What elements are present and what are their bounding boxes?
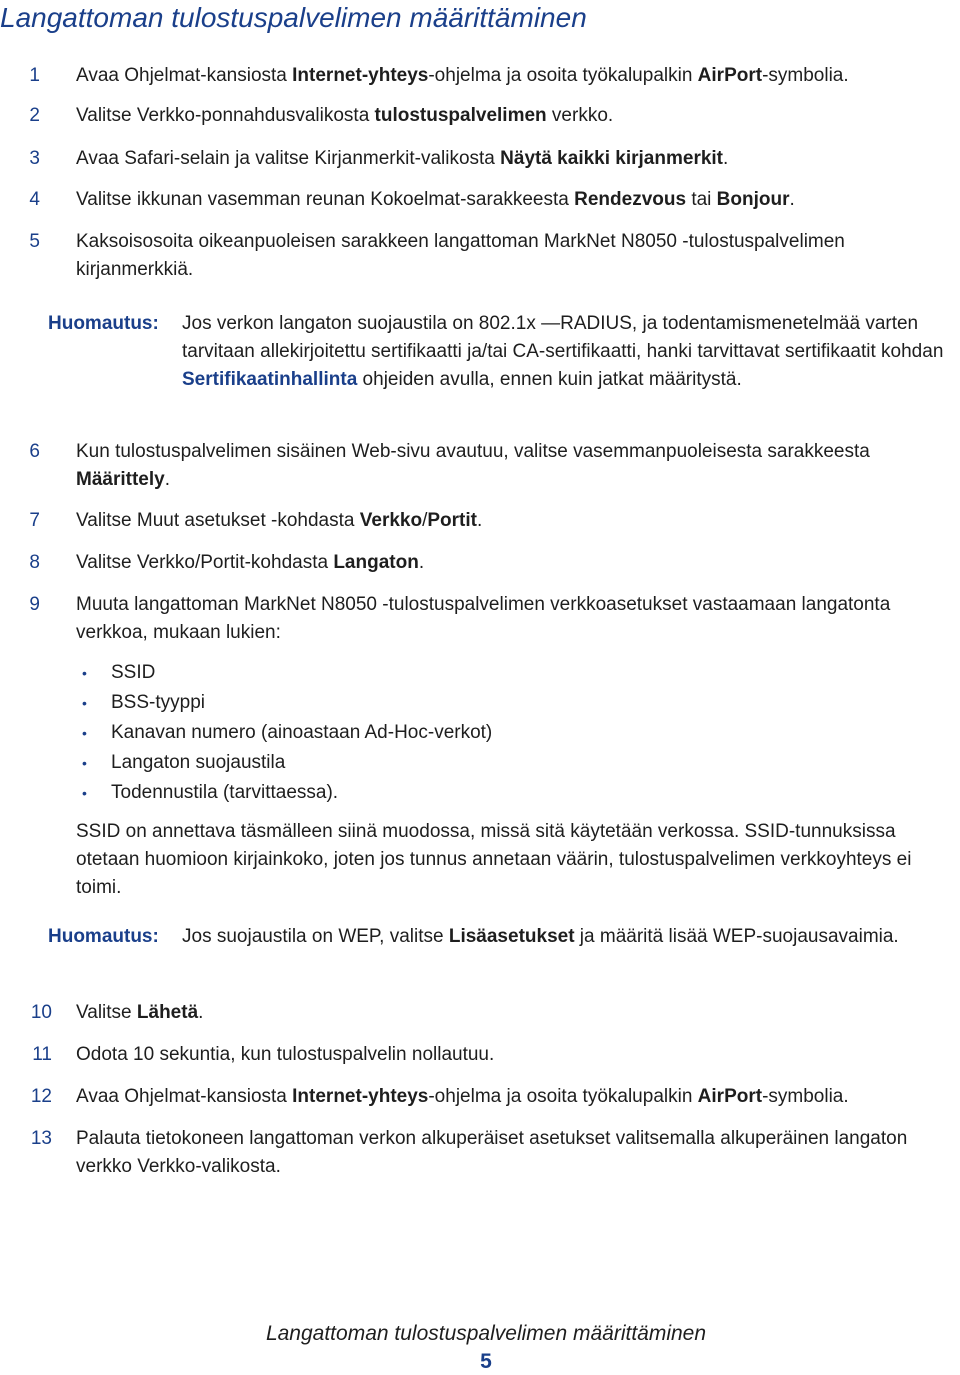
step-11 xyxy=(0,1041,960,1069)
step-10 xyxy=(0,999,960,1027)
list-item: • Todennustila (tarvittaessa). xyxy=(76,778,936,808)
ssid-paragraph: SSID on annettava täsmälleen siinä muodossa, missä sitä käytetään verkossa. SSID-tunnuksissa otetaan huomioon kirjainkoko, joten jos tunnus annetaan väärin, tulostuspalvelimen verkkoyhteys ei toimi. xyxy=(76,821,912,898)
note-label: Huomautus: xyxy=(48,313,159,334)
step-text: Valitse Muut asetukset -kohdasta Verkko/Portit. xyxy=(76,510,483,531)
bullet-icon: • xyxy=(82,665,87,681)
step-text: Valitse Lähetä. xyxy=(76,1002,204,1023)
step-text: Valitse Verkko/Portit-kohdasta Langaton. xyxy=(76,552,425,573)
step-text: Odota 10 sekuntia, kun tulostuspalvelin nollautuu. xyxy=(76,1044,495,1065)
step-6 xyxy=(0,438,960,494)
step-13 xyxy=(0,1125,960,1181)
step-2 xyxy=(0,102,960,130)
step-number: 10 xyxy=(30,1002,52,1023)
step-1 xyxy=(0,62,960,90)
step-3 xyxy=(0,145,960,173)
step-text: Valitse Verkko-ponnahdusvalikosta tulostuspalvelimen verkko. xyxy=(76,105,614,126)
footer-title: Langattoman tulostuspalvelimen määrittäminen xyxy=(265,1322,707,1345)
note-label: Huomautus: xyxy=(48,926,159,947)
bullet-icon: • xyxy=(82,785,87,801)
step-text: Muuta langattoman MarkNet N8050 -tulostuspalvelimen verkkoasetukset vastaamaan langatonta verkkoa, mukaan lukien: xyxy=(76,594,891,643)
step-text: Kun tulostuspalvelimen sisäinen Web-sivu avautuu, valitse vasemmanpuoleisesta sarakkeesta Määrittely. xyxy=(76,441,870,490)
bullet-icon: • xyxy=(82,755,87,771)
page-number: 5 xyxy=(480,1350,492,1373)
step-5 xyxy=(0,228,960,284)
step-number: 4 xyxy=(29,189,40,210)
step-12 xyxy=(0,1083,960,1111)
step-number: 8 xyxy=(29,552,40,573)
list-item: • Langaton suojaustila xyxy=(76,748,936,778)
step-text: Avaa Ohjelmat-kansiosta Internet-yhteys-ohjelma ja osoita työkalupalkin AirPort-symbolia. xyxy=(76,1086,849,1107)
step-number: 12 xyxy=(30,1086,52,1107)
page-title: Langattoman tulostuspalvelimen määrittäminen xyxy=(0,2,587,33)
step-text: Avaa Ohjelmat-kansiosta Internet-yhteys-ohjelma ja osoita työkalupalkin AirPort-symbolia. xyxy=(76,65,849,86)
step-number: 6 xyxy=(29,441,40,462)
note-text: Jos verkon langaton suojaustila on 802.1x —RADIUS, ja todentamismenetelmää varten tarvitaan allekirjoitettu sertifikaatti ja/tai CA-sertifikaatti, hanki tarvittavat sertifikaatit kohdan Sertifikaatinhallinta ohjeiden avulla, ennen kuin jatkat määritystä. xyxy=(182,313,944,390)
list-item: • Kanavan numero (ainoastaan Ad-Hoc-verkot) xyxy=(76,718,936,748)
note-radius xyxy=(0,310,960,422)
step-text: Avaa Safari-selain ja valitse Kirjanmerkit-valikosta Näytä kaikki kirjanmerkit. xyxy=(76,148,729,169)
step-7 xyxy=(0,507,960,535)
list-item: • BSS-tyyppi xyxy=(76,688,936,718)
step-number: 2 xyxy=(29,105,40,126)
bullet-icon: • xyxy=(82,695,87,711)
note-text: Jos suojaustila on WEP, valitse Lisäasetukset ja määritä lisää WEP-suojausavaimia. xyxy=(182,926,899,947)
step-9 xyxy=(0,591,960,647)
sertifikaatinhallinta-link[interactable]: Sertifikaatinhallinta xyxy=(182,369,358,390)
step-text: Kaksoisosoita oikeanpuoleisen sarakkeen langattoman MarkNet N8050 -tulostuspalvelimen kirjanmerkkiä. xyxy=(76,231,845,280)
step-number: 7 xyxy=(29,510,40,531)
step-number: 11 xyxy=(32,1044,52,1065)
network-settings-list xyxy=(76,658,936,808)
step-8 xyxy=(0,549,960,577)
step-text: Palauta tietokoneen langattoman verkon alkuperäiset asetukset valitsemalla alkuperäinen langaton verkko Verkko-valikosta. xyxy=(76,1128,908,1177)
list-item: • SSID xyxy=(76,658,936,688)
step-text: Valitse ikkunan vasemman reunan Kokoelmat-sarakkeesta Rendezvous tai Bonjour. xyxy=(76,189,795,210)
step-number: 1 xyxy=(29,65,40,86)
bullet-icon: • xyxy=(82,725,87,741)
step-number: 5 xyxy=(29,231,40,252)
step-number: 13 xyxy=(30,1128,52,1149)
step-number: 9 xyxy=(29,594,40,615)
step-number: 3 xyxy=(29,148,40,169)
note-wep xyxy=(0,923,960,979)
step-4 xyxy=(0,186,960,214)
